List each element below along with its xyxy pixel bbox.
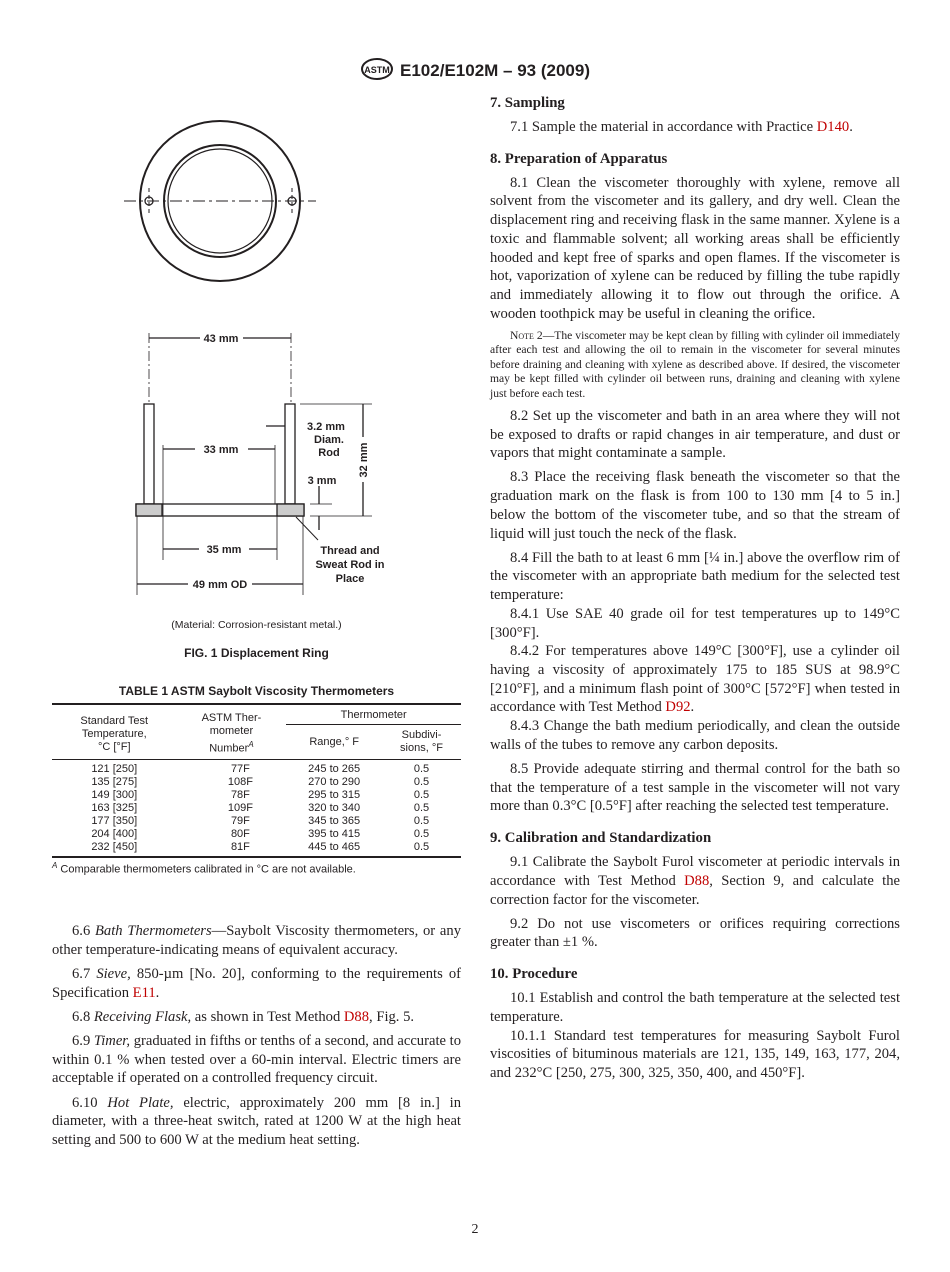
text-run: 6.7 <box>72 965 97 982</box>
text-run: 7.1 Sample the material in accordance with Practice <box>510 119 817 135</box>
col-group-thermometer: Thermometer <box>286 704 461 725</box>
italic-term: Timer, <box>93 1033 131 1050</box>
italic-term: Sieve, <box>96 965 131 982</box>
text-run: . <box>155 984 160 1001</box>
designation: E102/E102M – 93 (2009) <box>400 61 590 80</box>
table-cell: 177 [350] <box>91 815 138 827</box>
text-run: 8.5 Provide adequate stirring and thermal control for the bath so that the temperature of a test sample in the viscometer will not vary more than 0.3°C [0.5°F] after reaching the selected test temperature. <box>490 760 900 815</box>
text-run: , Fig. 5. <box>369 1008 415 1025</box>
text-run: 8. Preparation of Apparatus <box>490 150 668 167</box>
paragraph <box>490 760 900 816</box>
text-run: 8.2 Set up the viscometer and bath in an area where they will not be exposed to drafts or rapid changes in air temperature, and dust or vapors that might contaminate a sample. <box>490 407 900 462</box>
table-cell: 77F <box>230 763 250 775</box>
table-cell: 345 to 365 <box>308 815 361 827</box>
paragraph <box>490 468 900 543</box>
table-title: TABLE 1 ASTM Saybolt Viscosity Thermometers <box>118 684 395 698</box>
text-run: 7. Sampling <box>490 95 565 111</box>
table-cell: 135 [275] <box>91 776 138 788</box>
col-header-range: Range,° F <box>286 725 382 760</box>
text-run: —Saybolt Viscosity thermometers, or any other temperature-indicating means of equivalent accuracy. <box>52 923 462 958</box>
reference-link[interactable]: D88 <box>684 872 710 889</box>
reference-link[interactable]: E11 <box>132 984 156 1001</box>
paragraph <box>490 642 900 717</box>
thread-label-2: Sweat Rod in <box>315 559 385 571</box>
table-footnote: $^A$ Comparable thermometers calibrated in °C are not available. <box>52 861 356 876</box>
paragraph <box>52 922 461 959</box>
logo-text: ASTM <box>364 65 390 75</box>
table-cell: 80F <box>230 828 250 840</box>
thread-label-1: Thread and <box>320 545 380 557</box>
paragraph <box>490 118 900 137</box>
table-row <box>52 776 461 789</box>
reference-link[interactable]: D140 <box>816 119 850 135</box>
paragraph <box>490 549 900 605</box>
dim-35mm: 35 mm <box>206 544 242 556</box>
reference-link[interactable]: D92 <box>665 699 691 716</box>
table-row <box>52 815 461 828</box>
text-run: 2—The viscometer may be kept clean by filling with cylinder oil immediately after each test and allowing the oil to remain in the viscometer for several minutes before draining and cleaning with xylene as described above. If desired, the viscometer may be kept filled with cylinder oil between runs, draining and cleaning with xylene just before each test. <box>490 328 900 400</box>
table-cell: 109F <box>227 802 253 814</box>
paragraph <box>490 853 900 909</box>
table-cell: 320 to 340 <box>308 802 361 814</box>
table-cell: 270 to 290 <box>308 776 361 788</box>
text-run: electric, approximately 200 mm [8 in.] in diameter, with a three-heat switch, rated at 1200 W at the high heat setting and 500 to 600 W at the medium heat setting. <box>52 1094 462 1149</box>
dim-43mm: 43 mm <box>203 333 239 345</box>
table-cell: 0.5 <box>413 802 430 814</box>
text-run: 9. Calibration and Standardization <box>490 830 712 847</box>
text-run: 9.2 Do not use viscometers or orifices requiring corrections greater than ±1 %. <box>490 915 900 951</box>
paragraph <box>52 965 461 1002</box>
table-cell: 163 [325] <box>91 802 138 814</box>
paragraph <box>52 1008 461 1027</box>
text-run: 8.4.2 For temperatures above 149°C [300°F], use a cylinder oil having a viscosity of approximately 175 to 185 SUS at 98.9°C [210°F], and a minimum flash point of 300°C [572°F] when tested in accordance with Test Method <box>490 643 900 716</box>
thermometer-table <box>52 703 461 858</box>
text-run: graduated in fifths or tenths of a second, and accurate to within 0.1 % when tested over a 60-min interval. Electric timers are acceptable if operated on a controlled frequency circuit. <box>52 1033 461 1087</box>
table-cell: 79F <box>230 815 250 827</box>
section-heading <box>490 93 900 113</box>
col-header-number: ASTM Ther- mometer Number$^A$ <box>177 704 287 760</box>
text-run: 8.3 Place the receiving flask beneath the viscometer so that the graduation mark on the flask is from 100 to 130 mm [4 to 5 in.] below the bottom of the viscometer tube, and so that the stream of liquid will just touch the neck of the flask. <box>490 469 900 542</box>
table-cell: 0.5 <box>413 776 430 788</box>
right-column-text <box>490 93 900 1083</box>
table-cell: 0.5 <box>413 763 430 775</box>
text-run: 6.8 <box>72 1008 94 1025</box>
text-run: 8.1 Clean the viscometer thoroughly with xylene, remove all solvent from the viscometer and its gallery, and dry well. Clean the displacement ring and receiving flask in the same manner. Xylene is a toxic and flammable solvent; all working areas shall be efficiently hooded and kept free of sparks and open flames. If the viscometer is hot, vaporization of xylene can be reduced by filling the tube rapidly and immediately allowing it to flow out through the orifice. A wooden toothpick may be useful in cleaning the orifice. <box>490 174 900 322</box>
table-cell: 204 [400] <box>91 828 138 840</box>
text-run: . <box>849 119 853 135</box>
table-cell: 0.5 <box>382 841 461 857</box>
figure-1-displacement-ring <box>0 0 480 680</box>
dim-rod-diameter: 3.2 mm <box>307 421 345 433</box>
italic-term: Hot Plate, <box>107 1094 174 1111</box>
dim-rod-diam-label: Diam. <box>314 434 344 446</box>
text-run: 6.6 <box>72 923 96 939</box>
table-cell: 81F <box>177 841 287 857</box>
text-run: , Section 9, and calculate the correction factor for the viscometer. <box>490 872 900 908</box>
dim-32mm: 32 mm <box>358 442 370 478</box>
text-run: 10.1 Establish and control the bath temperature at the selected test temperature. <box>490 990 900 1025</box>
paragraph <box>52 1094 461 1150</box>
table-cell: 232 [450] <box>52 841 177 857</box>
table-row <box>52 828 461 841</box>
thread-label-3: Place <box>335 573 365 585</box>
dim-33mm: 33 mm <box>203 444 239 456</box>
text-run: 6.9 <box>72 1033 94 1050</box>
table-cell: 78F <box>230 789 250 801</box>
table-cell: 108F <box>227 776 253 788</box>
paragraph <box>490 915 900 952</box>
text-run: 10.1.1 Standard test temperatures for measuring Saybolt Furol viscosities of bituminous materials are 121, 135, 149, 163, 177, 204, and 232°C [250, 275, 300, 325, 350, 400, and 450°F]. <box>490 1027 900 1081</box>
figure-caption: FIG. 1 Displacement Ring <box>184 646 329 660</box>
dim-49mm-od: 49 mm OD <box>192 579 248 591</box>
table-cell: 0.5 <box>413 815 430 827</box>
text-run: 6.10 <box>72 1094 108 1111</box>
figure-material-note: (Material: Corrosion-resistant metal.) <box>171 619 342 631</box>
table-row <box>52 760 461 777</box>
text-run: 8.4.3 Change the bath medium periodically, and clean the outside walls of the tubes to remove any carbon deposits. <box>490 718 900 753</box>
dim-rod-label: Rod <box>318 447 340 459</box>
text-run: 10. Procedure <box>490 966 578 983</box>
table-row <box>52 789 461 802</box>
table-row <box>52 802 461 815</box>
note-paragraph <box>490 329 900 402</box>
dim-3mm: 3 mm <box>307 475 337 487</box>
section-heading <box>490 149 900 169</box>
table-cell: 395 to 415 <box>308 828 361 840</box>
paragraph <box>490 174 900 324</box>
paragraph <box>490 717 900 754</box>
paragraph <box>490 407 900 463</box>
section-heading <box>490 964 900 984</box>
table-cell: 245 to 265 <box>308 763 361 775</box>
note-label: Note <box>510 328 534 342</box>
col-header-temperature: Standard Test Temperature, °C [°F] <box>52 704 177 760</box>
text-run: 8.4.1 Use SAE 40 grade oil for test temperatures up to 149°C [300°F]. <box>490 605 900 641</box>
paragraph <box>490 989 900 1026</box>
table-cell: 121 [250] <box>91 763 138 775</box>
italic-term: Receiving Flask, <box>93 1008 192 1025</box>
page-number: 2 <box>471 1222 479 1237</box>
table-cell: 149 [300] <box>91 789 138 801</box>
text-run: . <box>690 699 695 716</box>
text-run: 9.1 Calibrate the Saybolt Furol viscometer at periodic intervals in accordance with Test Method <box>490 854 900 889</box>
text-run: 8.4 Fill the bath to at least 6 mm [¼ in.] above the overflow rim of the viscometer with an appropriate bath medium for the selected test temperature: <box>490 549 900 604</box>
paragraph <box>490 1027 900 1083</box>
paragraph <box>490 605 900 642</box>
left-column-text <box>52 922 461 1155</box>
table-cell: 0.5 <box>413 789 430 801</box>
text-run: as shown in Test Method <box>191 1008 344 1025</box>
table-row <box>52 841 461 857</box>
italic-term: Bath Thermometers <box>95 923 212 939</box>
section-heading <box>490 828 900 848</box>
paragraph <box>52 1032 461 1088</box>
ring-top-view <box>124 121 316 281</box>
text-run: 850-µm [No. 20], conforming to the requirements of Specification <box>52 965 461 1001</box>
table-cell: 0.5 <box>413 828 430 840</box>
table-cell: 445 to 465 <box>286 841 382 857</box>
reference-link[interactable]: D88 <box>343 1008 370 1025</box>
table-cell: 295 to 315 <box>308 789 361 801</box>
col-header-subdivisions: Subdivi- sions, °F <box>382 725 461 760</box>
